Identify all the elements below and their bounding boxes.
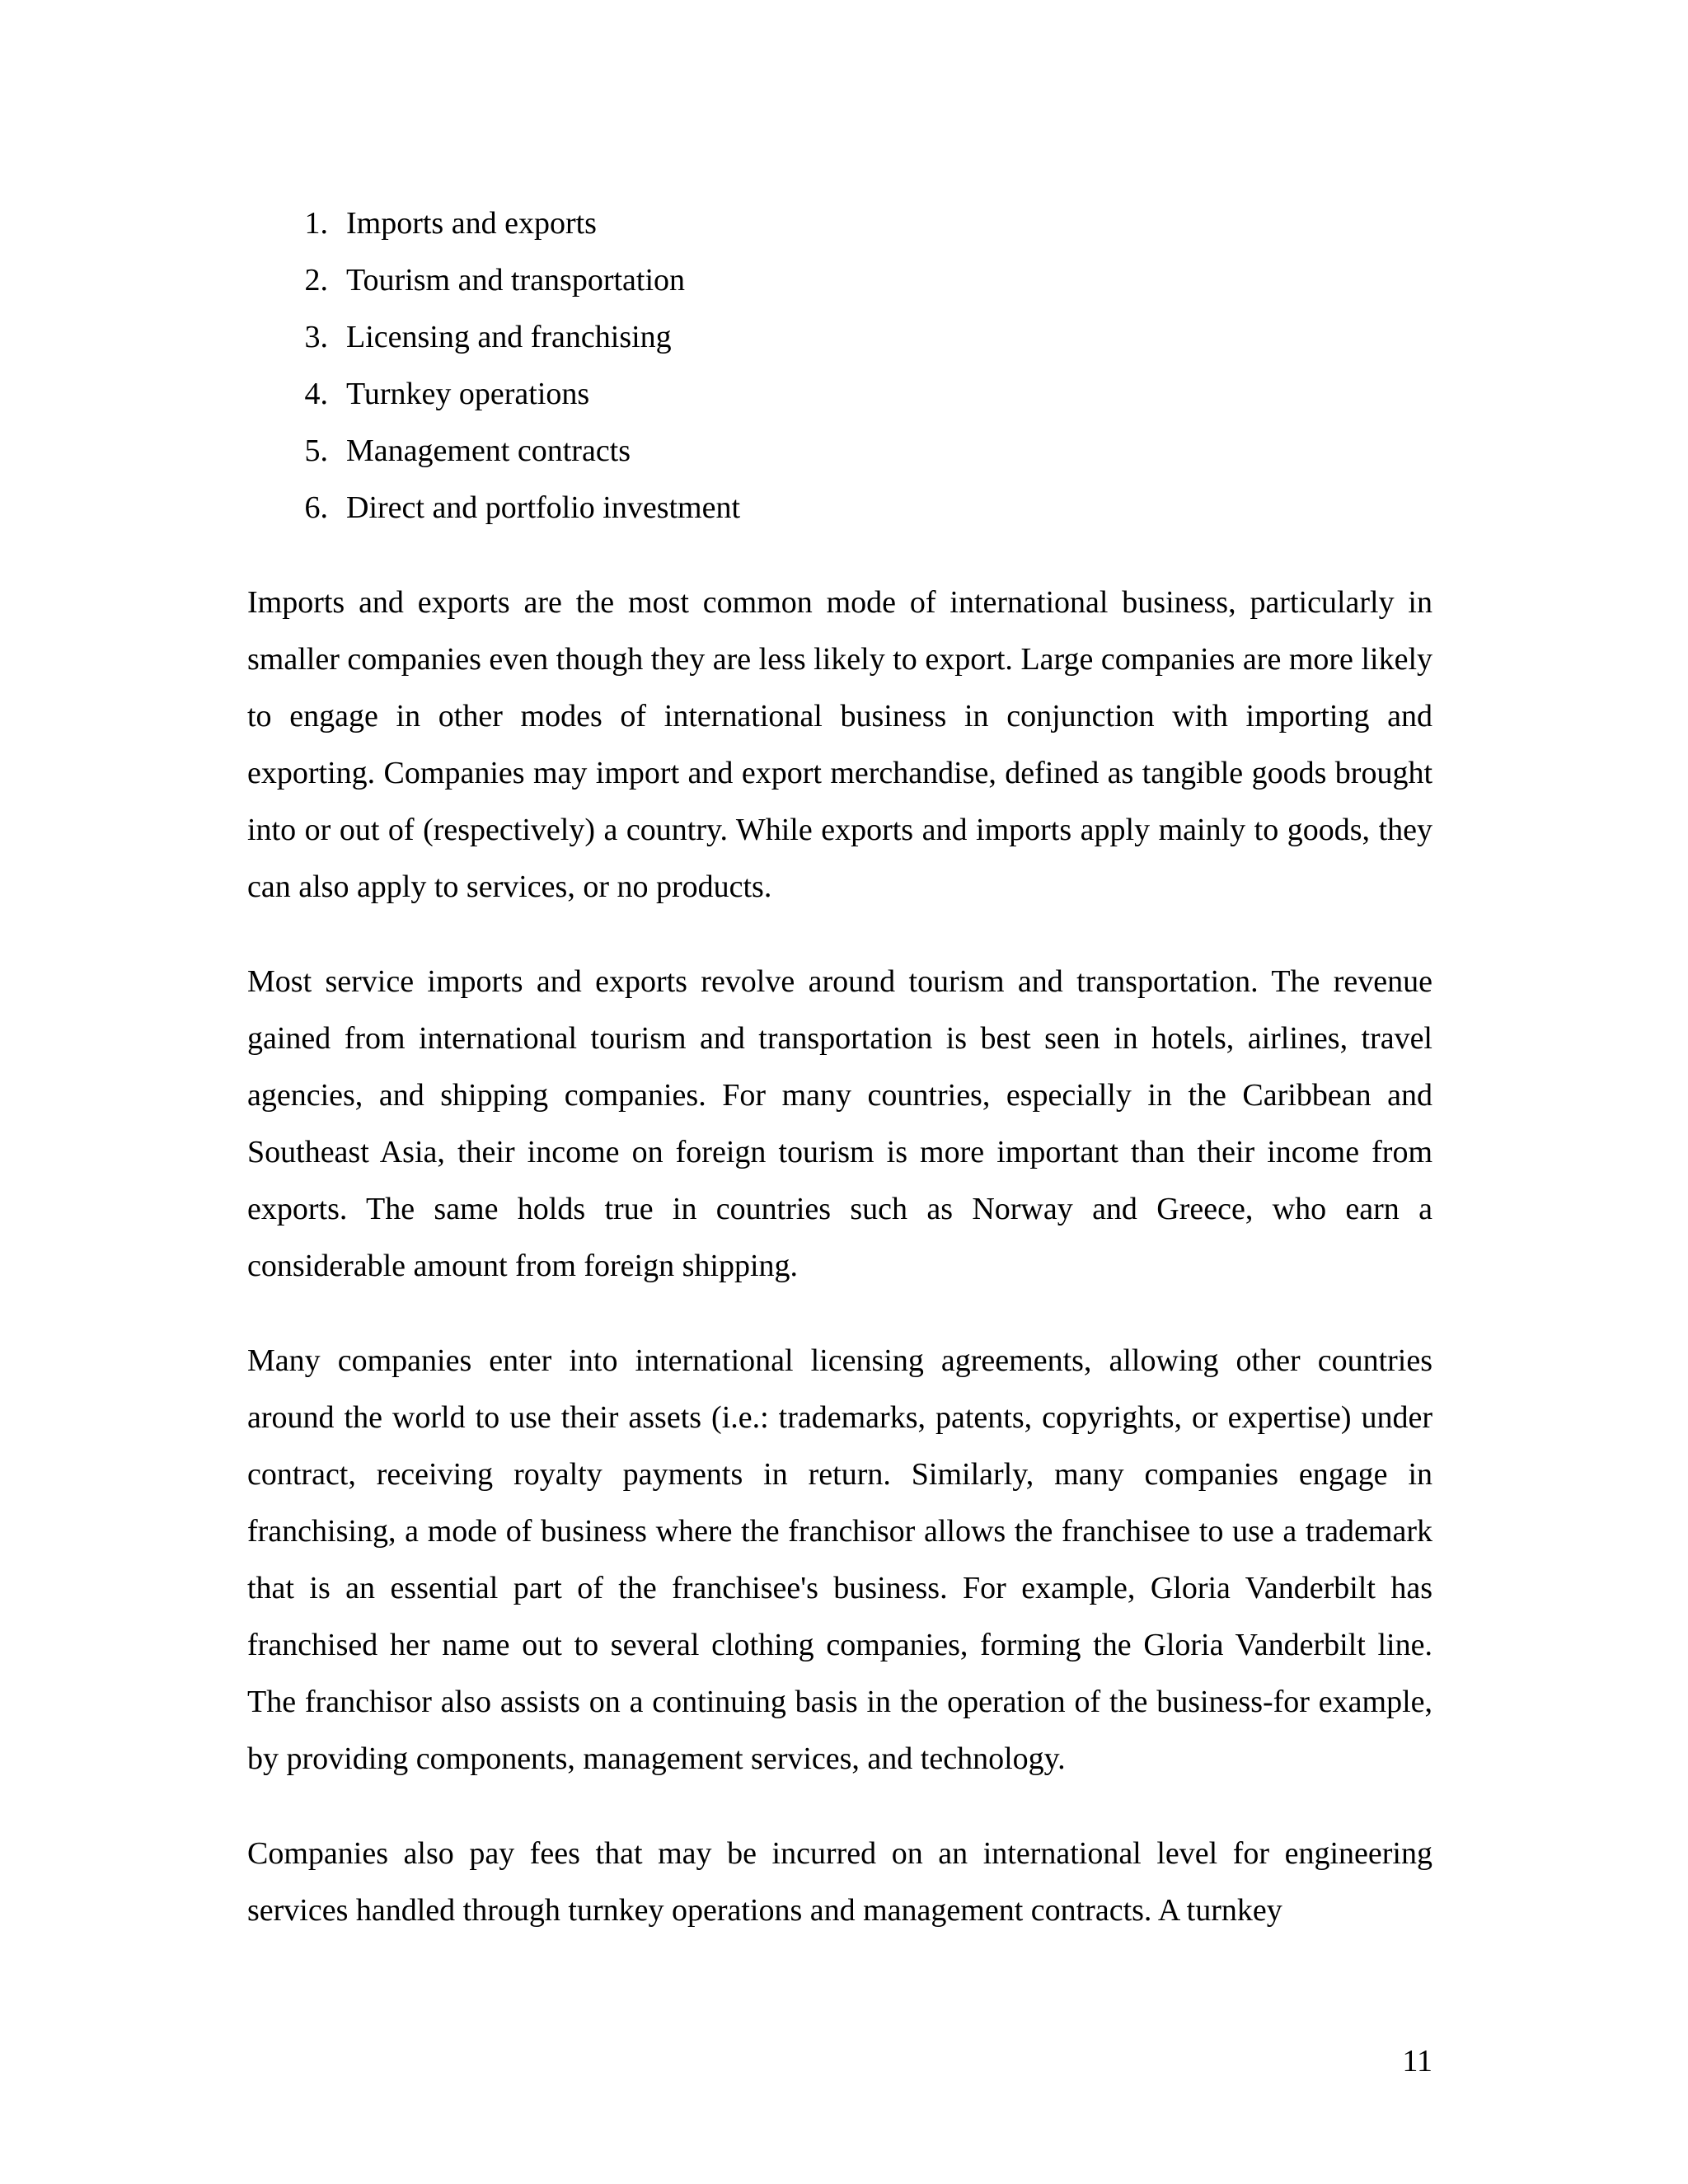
list-item-number: 2. (304, 263, 328, 298)
list-item-text: Direct and portfolio investment (346, 490, 741, 525)
list-item-text: Licensing and franchising (346, 320, 672, 354)
list-item-text: Imports and exports (346, 206, 597, 241)
list-item (247, 423, 1432, 480)
list-item-number: 1. (304, 206, 328, 241)
list-item (247, 252, 1432, 309)
business-modes-list (247, 195, 1432, 537)
page-content (247, 195, 1432, 1939)
page-number: 11 (1402, 2044, 1432, 2079)
paragraph-imports-exports: Imports and exports are the most common mode of international business, particularly in smaller companies even though they are less likely to export. Large companies are more likely to engage in other modes of international business in conjunction with importing and exporting. Companies may import and export merchandise, defined as tangible goods brought into or out of (respectively) a country. While exports and imports apply mainly to goods, they can also apply to services, or no products. (247, 585, 1432, 904)
list-item-number: 4. (304, 377, 328, 411)
list-item (247, 195, 1432, 252)
list-item-text: Tourism and transportation (346, 263, 686, 298)
paragraph-licensing-franchising: Many companies enter into international licensing agreements, allowing other countries around the world to use their assets (i.e.: trademarks, patents, copyrights, or expertise) under contract, receiving royalty payments in return. Similarly, many companies engage in franchising, a mode of business where the franchisor allows the franchisee to use a trademark that is an essential part of the franchisee's business. For example, Gloria Vanderbilt has franchised her name out to several clothing companies, forming the Gloria Vanderbilt line. The franchisor also assists on a continuing basis in the operation of the business-for example, by providing components, management services, and technology. (247, 1343, 1432, 1776)
paragraph-turnkey-operations: Companies also pay fees that may be incurred on an international level for engineering services handled through turnkey operations and management contracts. A turnkey (247, 1836, 1432, 1928)
paragraph-tourism-transportation: Most service imports and exports revolve around tourism and transportation. The revenue gained from international tourism and transportation is best seen in hotels, airlines, travel agencies, and shipping companies. For many countries, especially in the Caribbean and Southeast Asia, their income on foreign tourism is more important than their income from exports. The same holds true in countries such as Norway and Greece, who earn a considerable amount from foreign shipping. (247, 964, 1432, 1283)
list-item (247, 366, 1432, 423)
list-item (247, 480, 1432, 537)
list-item-number: 5. (304, 434, 328, 468)
list-item (247, 309, 1432, 366)
list-item-number: 6. (304, 490, 328, 525)
list-item-number: 3. (304, 320, 328, 354)
list-item-text: Management contracts (346, 434, 631, 468)
list-item-text: Turnkey operations (346, 377, 590, 411)
